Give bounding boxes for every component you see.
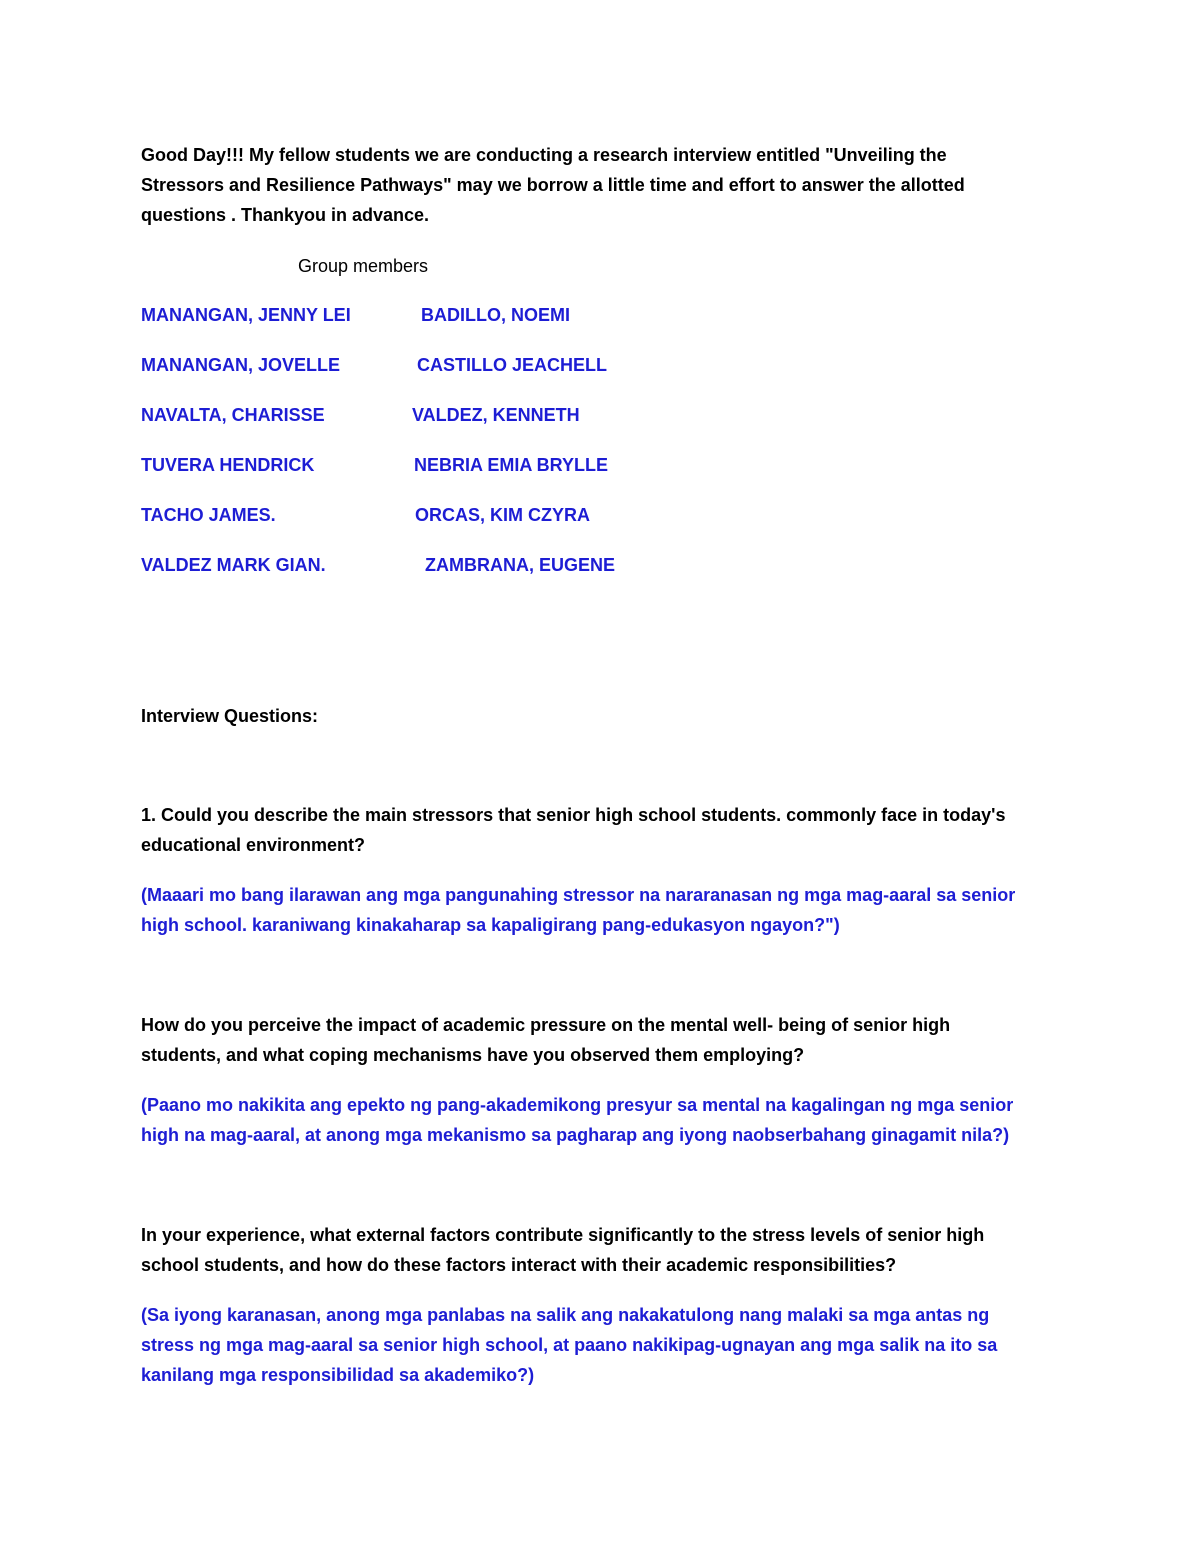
- question-line: kanilang mga responsibilidad sa akademiko?): [141, 1365, 535, 1385]
- question-tagalog: [141, 880, 1071, 940]
- question-line: 1. Could you describe the main stressors that senior high school students. commonly face in today's: [141, 805, 1006, 825]
- question-tagalog: [141, 1300, 1071, 1390]
- question-line: educational environment?: [141, 835, 366, 855]
- member-name: MANANGAN, JENNY LEI: [141, 305, 351, 325]
- question-english: [141, 800, 1071, 860]
- intro-paragraph: [141, 140, 1071, 230]
- question-line: stress ng mga mag-aaral sa senior high school, at paano nakikipag-ugnayan ang mga salik na ito sa: [141, 1335, 998, 1355]
- intro-line: questions . Thankyou in advance.: [141, 205, 430, 225]
- question-tagalog: [141, 1090, 1071, 1150]
- member-name: ORCAS, KIM CZYRA: [415, 505, 590, 525]
- member-name: VALDEZ, KENNETH: [412, 405, 580, 425]
- interview-questions-heading: Interview Questions:: [141, 706, 319, 726]
- question-line: (Maaari mo bang ilarawan ang mga pangunahing stressor na nararanasan ng mga mag-aaral sa senior: [141, 885, 1016, 905]
- question-line: (Paano mo nakikita ang epekto ng pang-akademikong presyur sa mental na kagalingan ng mga senior: [141, 1095, 1014, 1115]
- intro-line: Good Day!!! My fellow students we are conducting a research interview entitled "Unveiling the: [141, 145, 947, 165]
- member-name: TUVERA HENDRICK: [141, 455, 315, 475]
- member-name: NAVALTA, CHARISSE: [141, 405, 325, 425]
- question-line: (Sa iyong karanasan, anong mga panlabas na salik ang nakakatulong nang malaki sa mga antas ng: [141, 1305, 990, 1325]
- member-name: BADILLO, NOEMI: [421, 305, 570, 325]
- member-name: VALDEZ MARK GIAN.: [141, 555, 326, 575]
- question-english: [141, 1010, 1071, 1070]
- member-name: ZAMBRANA, EUGENE: [425, 555, 616, 575]
- question-line: high school. karaniwang kinakaharap sa kapaligirang pang-edukasyon ngayon?"): [141, 915, 840, 935]
- member-name: MANANGAN, JOVELLE: [141, 355, 341, 375]
- member-name: NEBRIA EMIA BRYLLE: [414, 455, 609, 475]
- member-name: CASTILLO JEACHELL: [417, 355, 608, 375]
- question-english: [141, 1220, 1071, 1280]
- group-members-heading: Group members: [298, 256, 429, 276]
- intro-line: Stressors and Resilience Pathways" may we borrow a little time and effort to answer the allotted: [141, 175, 965, 195]
- question-line: students, and what coping mechanisms have you observed them employing?: [141, 1045, 805, 1065]
- question-line: In your experience, what external factors contribute significantly to the stress levels of senior high: [141, 1225, 985, 1245]
- question-line: school students, and how do these factors interact with their academic responsibilities?: [141, 1255, 897, 1275]
- question-line: How do you perceive the impact of academic pressure on the mental well- being of senior high: [141, 1015, 951, 1035]
- question-line: high na mag-aaral, at anong mga mekanismo sa pagharap ang iyong naobserbahang ginagamit nila?): [141, 1125, 1010, 1145]
- member-name: TACHO JAMES.: [141, 505, 276, 525]
